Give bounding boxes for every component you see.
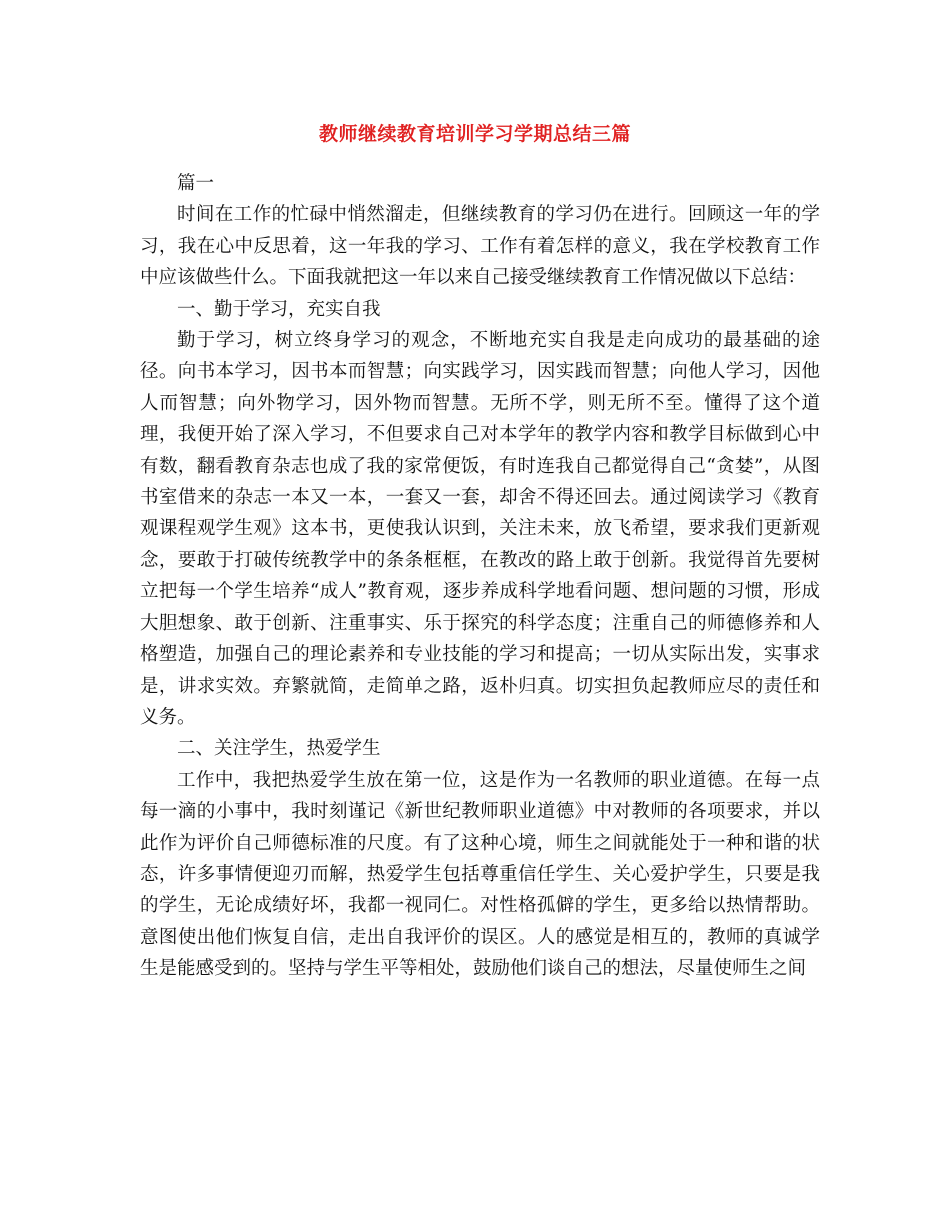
subheading-care-for-students: 二、关注学生，热爱学生 [177, 738, 381, 760]
document-body [140, 168, 820, 985]
document-title: 教师继续教育培训学习学期总结三篇 [318, 123, 631, 145]
subheading-diligent-learning: 一、勤于学习，充实自我 [177, 298, 381, 320]
paragraph-diligent-learning: 勤于学习，树立终身学习的观念，不断地充实自我是走向成功的最基础的途径。向书本学习，因书本而智慧；向实践学习，因实践而智慧；向他人学习，因他人而智慧；向外物学习，因外物而智慧。无所不学，则无所不至。懂得了这个道理，我便开始了深入学习，不但要求自己对本学年的教学内容和教学目标做到心中有数，翻看教育杂志也成了我的家常便饭，有时连我自己都觉得自己“贪婪”，从图书室借来的杂志一本又一本，一套又一套，却舍不得还回去。通过阅读学习《教育观课程观学生观》这本书，更使我认识到，关注未来，放飞希望，要求我们更新观念，要敢于打破传统教学中的条条框框，在教改的路上敢于创新。我觉得首先要树立把每一个学生培养“成人”教育观，逐步养成科学地看问题、想问题的习惯，形成大胆想象、敢于创新、注重事实、乐于探究的科学态度；注重自己的师德修养和人格塑造，加强自己的理论素养和专业技能的学习和提高；一切从实际出发，实事求是，讲求实效。弃繁就简，走简单之路，返朴归真。切实担负起教师应尽的责任和义务。 [140, 330, 820, 728]
intro-paragraph: 时间在工作的忙碌中悄然溜走，但继续教育的学习仍在进行。回顾这一年的学习，我在心中反思着，这一年我的学习、工作有着怎样的意义，我在学校教育工作中应该做些什么。下面我就把这一年以来自己接受继续教育工作情况做以下总结： [140, 204, 820, 289]
paragraph-care-for-students: 工作中，我把热爱学生放在第一位，这是作为一名教师的职业道德。在每一点每一滴的小事中，我时刻谨记《新世纪教师职业道德》中对教师的各项要求，并以此作为评价自己师德标准的尺度。有了这种心境，师生之间就能处于一种和谐的状态，许多事情便迎刃而解，热爱学生包括尊重信任学生、关心爱护学生，只要是我的学生，无论成绩好坏，我都一视同仁。对性格孤僻的学生，更多给以热情帮助。意图使出他们恢复自信，走出自我评价的误区。人的感觉是相互的，教师的真诚学生是能感受到的。坚持与学生平等相处，鼓励他们谈自己的想法，尽量使师生之间 [140, 769, 820, 980]
section-heading-part-one: 篇一 [177, 173, 215, 194]
